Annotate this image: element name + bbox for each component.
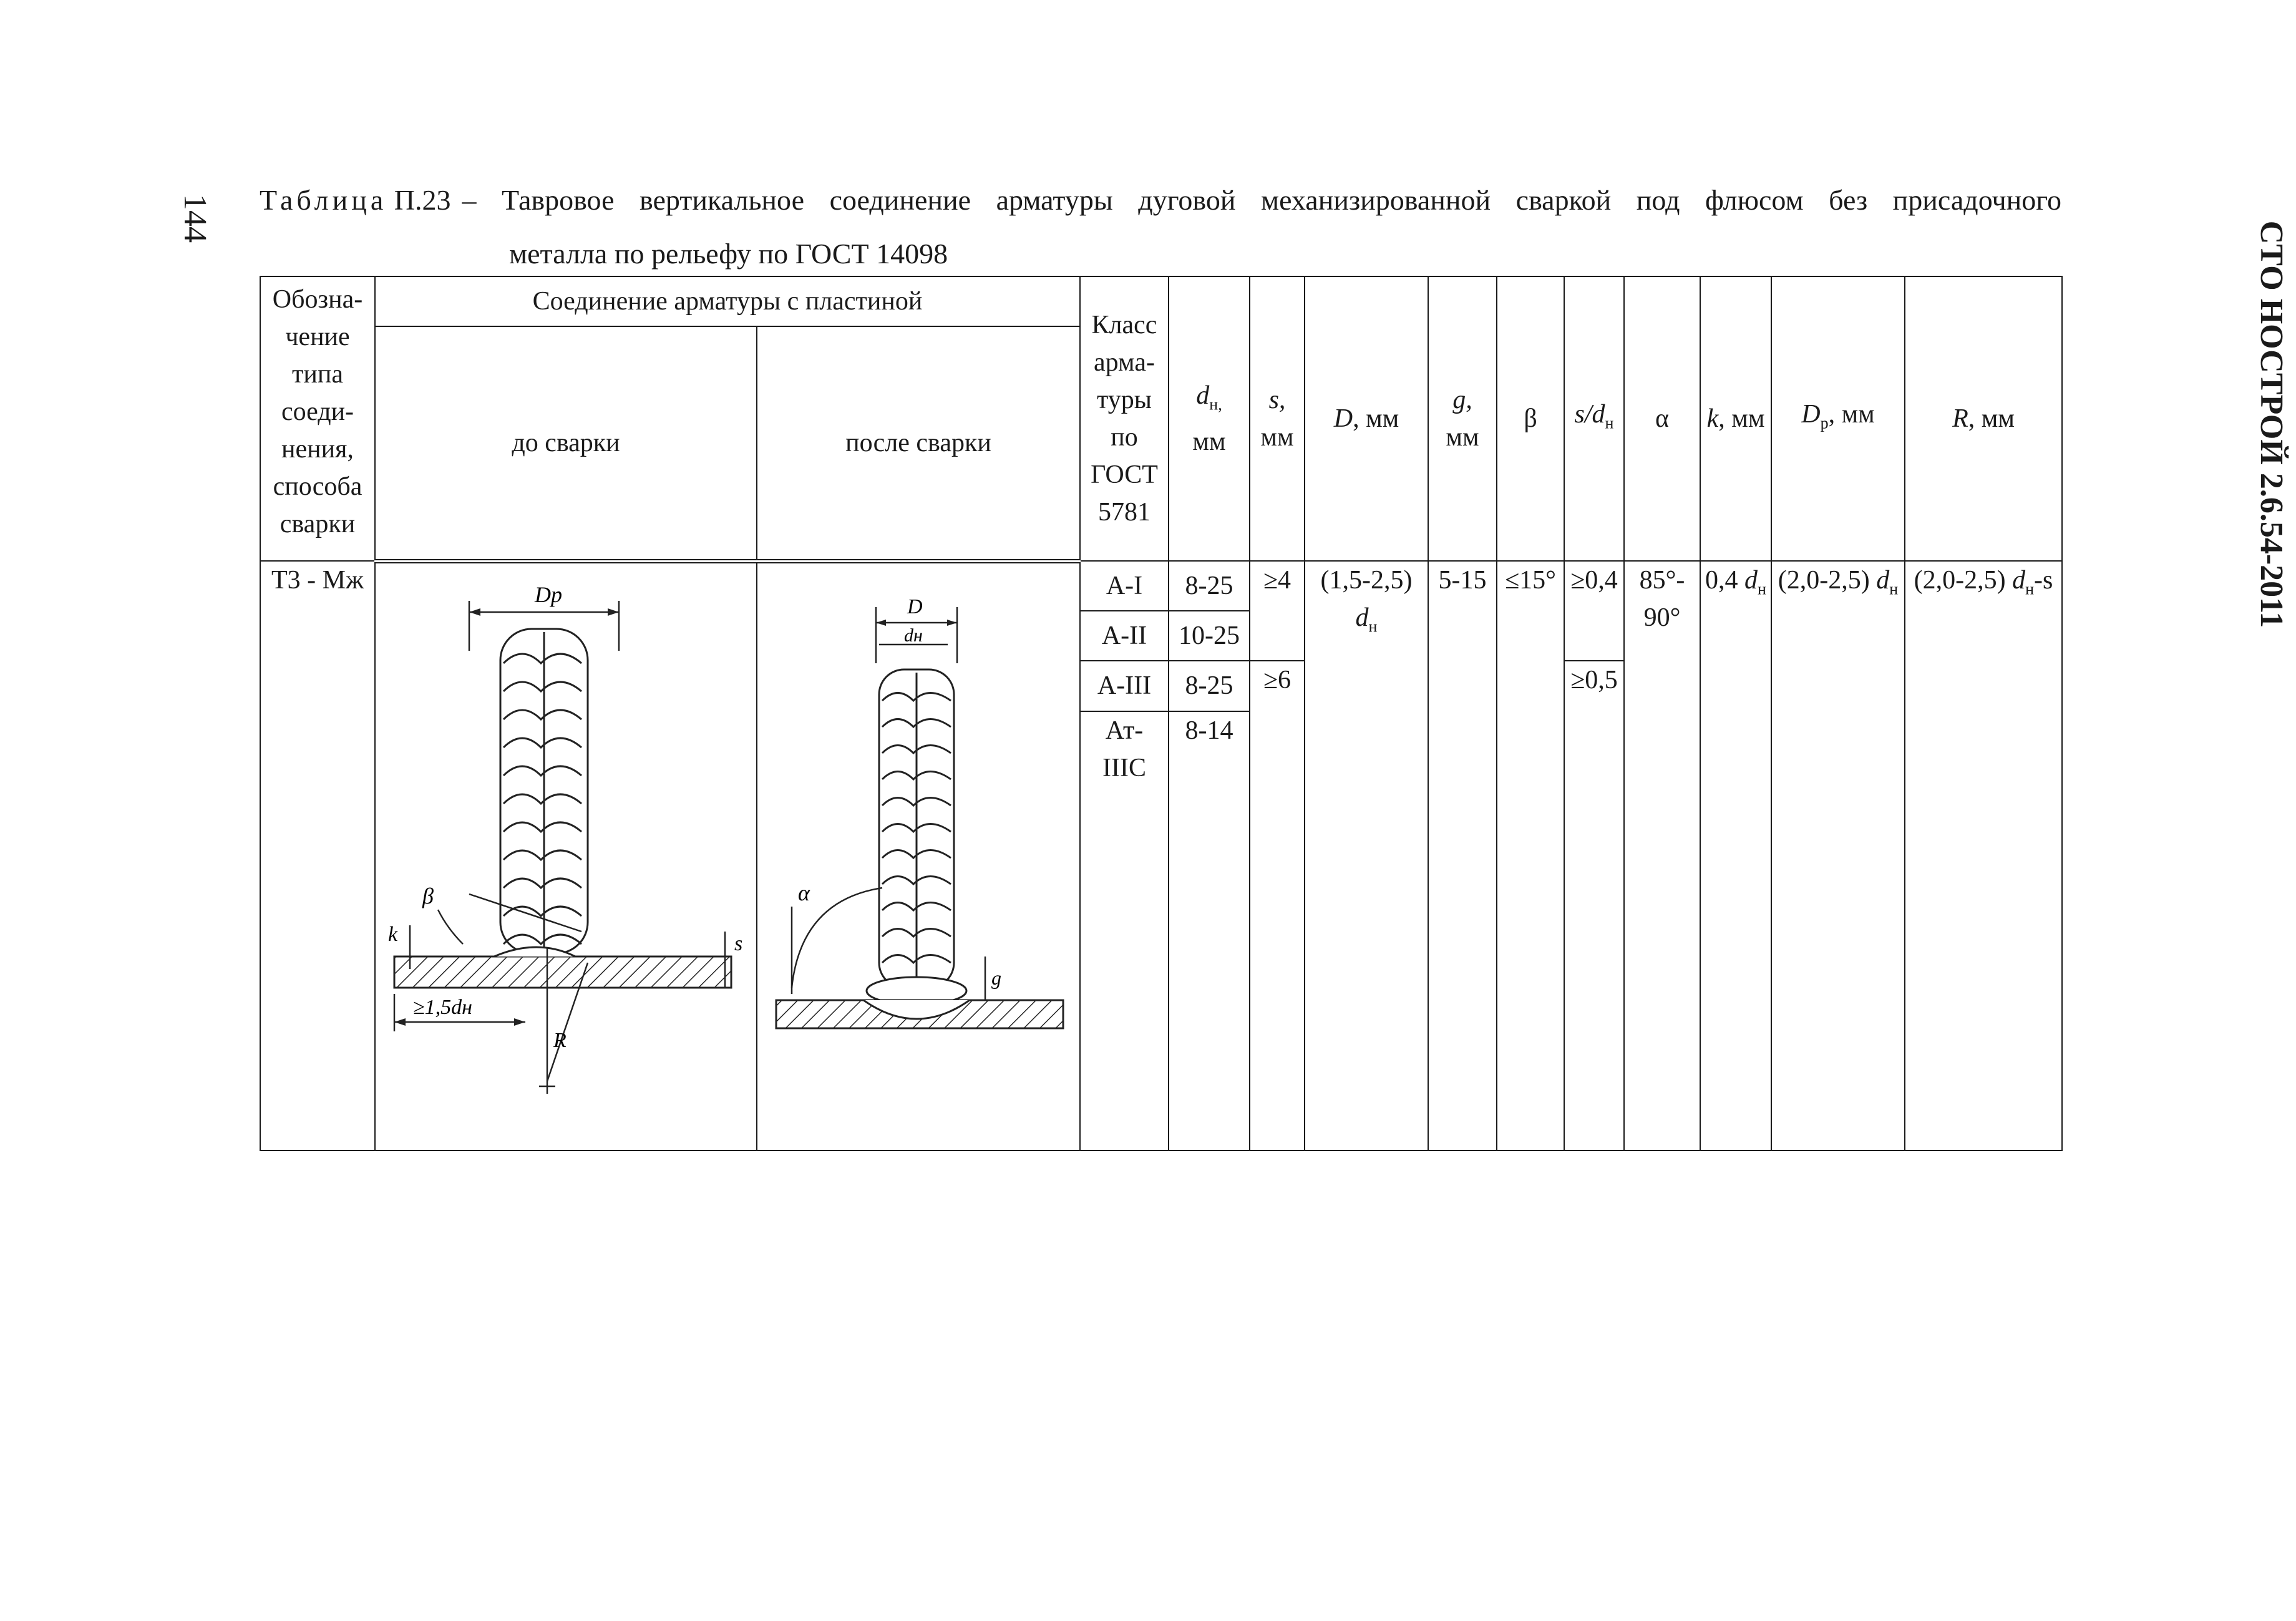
table-caption <box>260 173 2061 281</box>
s-cell: ≥4 <box>1250 561 1305 661</box>
header-s: s, мм <box>1250 276 1305 561</box>
header-designation: Обозна- чение типа соеди- нения, способа сварки <box>260 276 375 561</box>
class-cell: А-II <box>1080 611 1169 661</box>
header-alpha: α <box>1624 276 1700 561</box>
header-row-1 <box>260 276 2062 326</box>
D-cell: (1,5-2,5) $d_н$ <box>1305 561 1428 1151</box>
header-before: до сварки <box>375 326 757 561</box>
dn-cell: 8-25 <box>1169 561 1250 611</box>
g-cell: 5-15 <box>1428 561 1497 1151</box>
label-s: s <box>734 932 743 955</box>
dn-cell: 10-25 <box>1169 611 1250 661</box>
header-class: Класс арма- туры по ГОСТ 5781 <box>1080 276 1169 561</box>
label-k: k <box>388 922 398 946</box>
Dp-cell: (2,0-2,5) $d_н$ <box>1771 561 1905 1151</box>
page-number: 144 <box>177 194 213 243</box>
label-min: ≥1,5dн <box>413 995 473 1019</box>
table-row <box>260 561 2062 611</box>
label-Dp: Dр <box>535 582 562 607</box>
class-cell: А-III <box>1080 661 1169 711</box>
caption-label: Таблица П.23 <box>260 184 451 216</box>
dn-cell: 8-14 <box>1169 711 1250 1151</box>
header-beta: β <box>1497 276 1564 561</box>
header-Dp: $D_р$, мм <box>1771 276 1905 561</box>
label-beta: β <box>422 883 434 908</box>
caption-line-1 <box>260 173 2061 227</box>
header-after: после сварки <box>757 326 1080 561</box>
drawing-after <box>757 561 1080 1151</box>
alpha-cell: 85°- 90° <box>1624 561 1700 1151</box>
caption-text: – Тавровое вертикальное соединение арматуры дуговой механизированной сваркой под флюсом без присадочного <box>462 184 2061 216</box>
beta-cell: ≤15° <box>1497 561 1564 1151</box>
R-cell: (2,0-2,5) $d_н-s$ <box>1905 561 2062 1151</box>
spec-table <box>260 276 2063 1151</box>
header-sdn: $s/d_н$ <box>1564 276 1624 561</box>
after-welding-drawing <box>757 563 1079 1150</box>
standard-id: СТО НОСТРОЙ 2.6.54-2011 <box>2254 220 2289 628</box>
class-cell: А-I <box>1080 561 1169 611</box>
caption-line-2: металла по рельефу по ГОСТ 14098 <box>509 238 948 270</box>
label-alpha: α <box>798 880 810 905</box>
class-cell: Ат- IIIС <box>1080 711 1169 1151</box>
sdn-cell: ≥0,4 <box>1564 561 1624 661</box>
drawing-before <box>375 561 757 1151</box>
label-D: D <box>907 595 923 618</box>
label-R: R <box>553 1028 567 1052</box>
header-R: R, мм <box>1905 276 2062 561</box>
header-g: g, мм <box>1428 276 1497 561</box>
k-cell: 0,4 $d_н$ <box>1700 561 1771 1151</box>
sdn-cell: ≥0,5 <box>1564 661 1624 1151</box>
header-D: D, мм <box>1305 276 1428 561</box>
before-welding-drawing <box>376 563 756 1150</box>
label-dn: dн <box>904 625 923 646</box>
label-g: g <box>991 966 1001 989</box>
header-k: k, мм <box>1700 276 1771 561</box>
header-connection: Соединение арматуры с пластиной <box>375 276 1080 326</box>
header-dn: $d_{н,}$ мм <box>1169 276 1250 561</box>
s-cell: ≥6 <box>1250 661 1305 1151</box>
dn-cell: 8-25 <box>1169 661 1250 711</box>
designation-cell: Т3 - Мж <box>260 561 375 1151</box>
